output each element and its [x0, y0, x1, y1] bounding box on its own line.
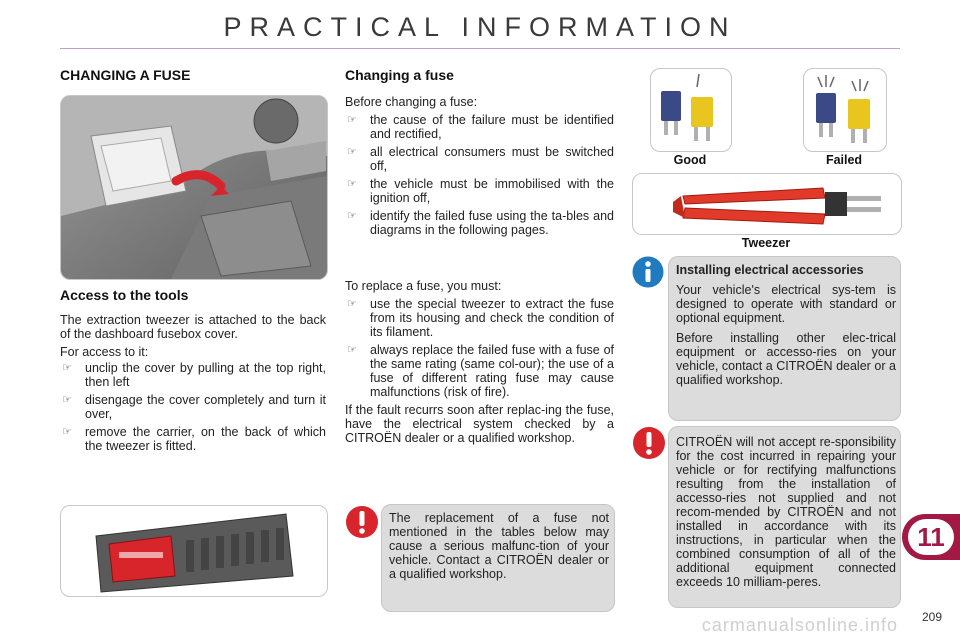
exclamation-icon [632, 426, 666, 460]
fuse-warning-text: The replacement of a fuse not mentioned in the tables below may cause a serious malfunc-tion of your vehicle. Contact a CITROËN dealer or a qualified workshop. [389, 511, 609, 581]
failed-fuse-illustration [803, 68, 887, 152]
access-text-block [60, 313, 326, 457]
arrow-right-icon: ☞ [347, 298, 357, 310]
good-fuse-illustration [650, 68, 732, 152]
section-heading-changing-fuse: CHANGING A FUSE [60, 67, 191, 83]
list-item: ☞ remove the carrier, on the back of which the tweezer is fitted. [62, 425, 326, 453]
exclamation-icon [345, 505, 379, 539]
page-number: 209 [921, 610, 942, 624]
info-icon [632, 256, 664, 288]
tweezer-image [633, 174, 901, 234]
fault-recurrence-text: If the fault recurrs soon after replac-ing the fuse, have the electrical system checked by a CITROËN dealer or a qualified workshop. [345, 403, 614, 445]
chapter-tab [902, 514, 960, 560]
list-item: ☞ always replace the failed fuse with a fuse of the same rating (same col-our); the use of a fuse of different rating fuse may cause malfunctions (risk of fire). [347, 343, 614, 399]
fuse-carrier-illustration [60, 505, 328, 597]
dashboard-illustration [60, 95, 328, 280]
arrow-right-icon: ☞ [62, 426, 72, 438]
fuse-carrier-image [61, 506, 327, 596]
list-item: ☞ the cause of the failure must be identified and rectified, [347, 113, 614, 141]
list-item: ☞ the vehicle must be immobilised with the ignition off, [347, 177, 614, 205]
access-intro: For access to it: [60, 345, 149, 359]
list-item: ☞ all electrical consumers must be switched off, [347, 145, 614, 173]
before-steps-list [345, 113, 614, 237]
section-heading-changing-fuse-sub: Changing a fuse [345, 67, 454, 83]
list-item: ☞ unclip the cover by pulling at the top right, then left [62, 361, 326, 389]
arrow-right-icon: ☞ [347, 178, 357, 190]
section-heading-access-tools: Access to the tools [60, 287, 189, 303]
good-fuse-image [651, 69, 731, 151]
failed-fuse-image [804, 69, 886, 151]
arrow-right-icon: ☞ [347, 146, 357, 158]
arrow-right-icon: ☞ [347, 344, 357, 356]
info-box [668, 256, 901, 421]
dashboard-fusebox-image [61, 96, 327, 279]
before-changing-block [345, 95, 614, 241]
arrow-right-icon: ☞ [62, 362, 72, 374]
watermark-text: carmanualsonline.info [701, 615, 898, 635]
failed-label: Failed [825, 153, 863, 167]
arrow-right-icon: ☞ [62, 394, 72, 406]
arrow-right-icon: ☞ [347, 210, 357, 222]
tweezer-illustration [632, 173, 902, 235]
page-title: PRACTICAL INFORMATION [223, 12, 737, 42]
info-heading: Installing electrical accessories [676, 263, 864, 277]
info-paragraph-2: Before installing other elec-trical equipment or accesso-ries on your vehicle, contact a CITROËN dealer or a qualified workshop. [676, 331, 896, 387]
arrow-right-icon: ☞ [347, 114, 357, 126]
accessory-warning-text: CITROËN will not accept re-sponsibility for the cost incurred in repairing your vehicle or for rectifying malfunctions resulting from the installation of accesso-ries not supplied and not recom-mended by CITROËN and not installed in accordance with its instructions, in particular when the combined consumption of all of the additional equipment connected exceeds 10 milliam-peres. [676, 435, 896, 589]
tweezer-label: Tweezer [741, 236, 791, 250]
good-label: Good [673, 153, 707, 167]
chapter-number: 11 [908, 519, 954, 555]
accessory-warning-box [668, 426, 901, 608]
fuse-warning-box [381, 504, 615, 612]
access-description: The extraction tweezer is attached to the back of the dashboard fusebox cover. [60, 313, 326, 341]
list-item: ☞ identify the failed fuse using the ta-bles and diagrams in the following pages. [347, 209, 614, 237]
access-steps-list [60, 361, 326, 453]
replace-block [345, 279, 614, 445]
list-item: ☞ use the special tweezer to extract the fuse from its housing and check the condition of its filament. [347, 297, 614, 339]
title-divider [60, 48, 900, 49]
replace-intro: To replace a fuse, you must: [345, 279, 502, 293]
info-paragraph-1: Your vehicle's electrical sys-tem is designed to operate with standard or optional equipment. [676, 283, 896, 325]
list-item: ☞ disengage the cover completely and turn it over, [62, 393, 326, 421]
replace-steps-list [345, 297, 614, 399]
before-intro: Before changing a fuse: [345, 95, 478, 109]
info-box-content [676, 263, 896, 387]
